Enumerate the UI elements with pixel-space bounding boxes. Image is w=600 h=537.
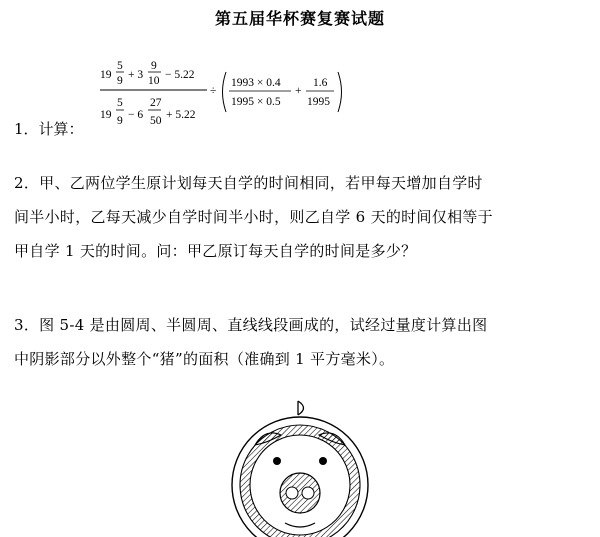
den-frac-2-top: 27 (150, 97, 162, 109)
num-minus-term: − 5.22 (165, 69, 195, 81)
num-frac-2-bottom: 10 (148, 75, 160, 87)
paren-frac-2-top: 1.6 (313, 77, 328, 89)
pig-left-nostril (286, 487, 298, 499)
pig-tail-shape (298, 401, 304, 415)
den-frac-1-top: 5 (117, 97, 123, 109)
den-frac-1-bottom: 9 (117, 115, 123, 127)
den-frac-2-bottom: 50 (150, 115, 162, 127)
question-1-label: 1．计算： (14, 120, 84, 138)
question-2-line: 2．甲、乙两位学生原计划每天自学的时间相同，若甲每天增加自学时 (14, 174, 483, 192)
num-whole-1: 19 (100, 69, 112, 81)
paren-frac-2-bottom: 1995 (307, 96, 330, 108)
num-frac-1-bottom: 9 (117, 75, 123, 87)
paren-frac-1-top: 1993 × 0.4 (231, 77, 281, 89)
paren-frac-1-bottom: 1995 × 0.5 (231, 96, 281, 108)
pig-figure (225, 395, 375, 537)
pig-right-eye (319, 457, 327, 465)
pig-mouth (285, 523, 315, 527)
num-frac-1-top: 5 (117, 60, 123, 72)
page-title: 第五届华杯赛复赛试题 (214, 9, 385, 28)
question-2 (14, 166, 586, 268)
den-plus-term: + 5.22 (166, 109, 196, 121)
num-whole-2: + 3 (128, 69, 144, 81)
question-3 (14, 308, 586, 376)
pig-right-nostril (302, 487, 314, 499)
den-whole-2: − 6 (128, 109, 144, 121)
den-whole-1: 19 (100, 109, 112, 121)
question-1-expression (100, 56, 360, 136)
question-3-line: 中阴影部分以外整个“猪”的面积（准确到 1 平方毫米）。 (14, 350, 395, 368)
divide-sign: ÷ (210, 85, 217, 97)
question-2-line: 间半小时，乙每天减少自学时间半小时，则乙自学 6 天的时间仅相等于 (14, 208, 493, 226)
pig-left-eye (273, 457, 281, 465)
num-frac-2-top: 9 (151, 60, 157, 72)
paren-plus: + (295, 85, 302, 97)
question-3-line: 3．图 5-4 是由圆周、半圆周、直线线段画成的，试经过量度计算出图 (14, 316, 488, 334)
question-2-line: 甲自学 1 天的时间。问：甲乙原订每天自学的时间是多少？ (14, 242, 417, 260)
